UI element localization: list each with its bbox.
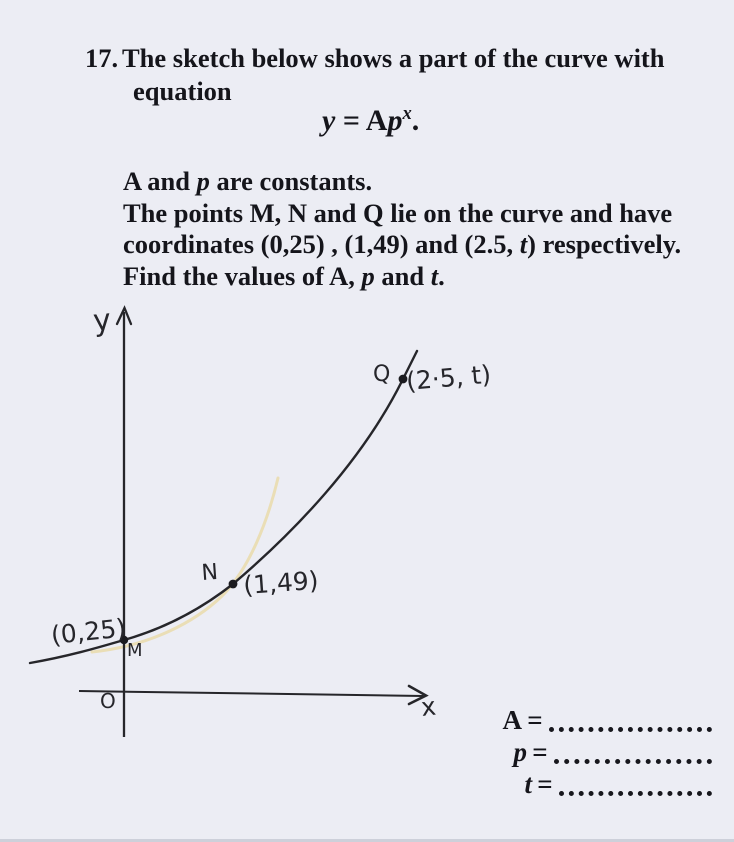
statement-line-1: A and p are constants. [123, 166, 373, 196]
answer-row-t [498, 768, 712, 800]
statement-line-3: coordinates (0,25) , (1,49) and (2.5, t) respectively. [123, 229, 682, 259]
point-n-dot [229, 580, 238, 589]
point-n-coords: (1,49) [242, 565, 320, 600]
point-n-label: N [200, 559, 219, 586]
answer-equals-p: = [532, 737, 548, 767]
answer-blank-p [554, 759, 712, 764]
question-intro-line2: equation [133, 76, 232, 106]
answer-row-p [498, 736, 712, 768]
question-number: 17. [85, 43, 119, 73]
answer-block [498, 704, 712, 800]
equation-equals: = [335, 104, 366, 137]
statement-line-4: Find the values of A, p and t. [123, 260, 445, 291]
answer-label-A: A [502, 705, 522, 735]
point-q-coords: (2·5, t) [404, 359, 493, 396]
answer-label-p: p [513, 737, 527, 767]
equation-y: y [322, 104, 336, 137]
answer-blank-A [549, 727, 712, 732]
y-axis-label: y [91, 302, 113, 339]
question-intro-text: The sketch below shows a part of the curve with [122, 43, 665, 73]
point-m-coords: (0,25) [49, 613, 128, 650]
statement-line-2: The points M, N and Q lie on the curve and have [123, 197, 673, 228]
equation-A: A [365, 104, 388, 137]
x-axis-label: x [419, 691, 438, 722]
answer-row-A [498, 704, 712, 736]
answer-equals-A: = [527, 705, 543, 735]
point-q-label: Q [373, 362, 391, 387]
equation-p: p [387, 104, 403, 137]
answer-blank-t [559, 791, 712, 796]
answer-equals-t: = [537, 769, 553, 799]
equation-period: . [411, 104, 420, 137]
answer-label-t: t [524, 769, 532, 799]
origin-label: O [100, 689, 116, 713]
x-axis [79, 691, 423, 696]
equation-exponent: x [402, 103, 412, 124]
point-m-label: M [127, 640, 143, 661]
